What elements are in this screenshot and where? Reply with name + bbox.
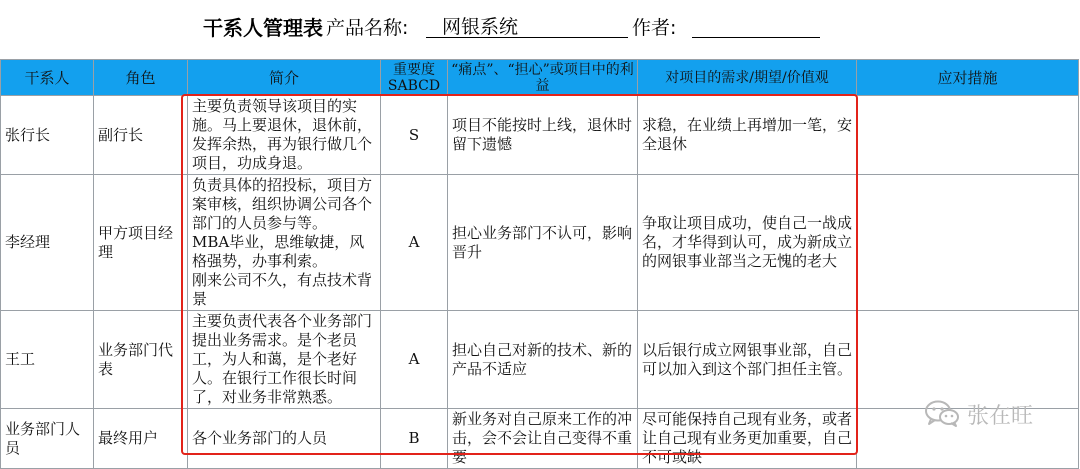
sheet-title: 干系人管理表 — [203, 16, 323, 40]
column-header-needs: 对项目的需求/期望/价值观 — [638, 60, 857, 96]
cell-stakeholder[interactable]: 李经理 — [1, 175, 94, 311]
cell-role[interactable]: 甲方项目经理 — [94, 175, 188, 311]
cell-intro[interactable]: 主要负责领导该项目的实施。马上要退休，退休前，发挥余热，再为银行做几个项目，功成身退。 — [188, 96, 381, 175]
cell-response[interactable] — [857, 311, 1079, 409]
cell-importance[interactable]: S — [381, 96, 448, 175]
cell-role[interactable]: 副行长 — [94, 96, 188, 175]
cell-intro[interactable]: 各个业务部门的人员 — [188, 409, 381, 469]
product-name-value: 网银系统 — [426, 12, 628, 38]
cell-needs[interactable]: 以后银行成立网银事业部，自己可以加入到这个部门担任主管。 — [638, 311, 857, 409]
author-value — [692, 12, 820, 38]
cell-role[interactable]: 业务部门代表 — [94, 311, 188, 409]
column-header-role: 角色 — [94, 60, 188, 96]
cell-stakeholder[interactable]: 张行长 — [1, 96, 94, 175]
cell-intro[interactable]: 主要负责代表各个业务部门提出业务需求。是个老员工，为人和蔼，是个老好人。在银行工作很长时间了，对业务非常熟悉。 — [188, 311, 381, 409]
cell-importance[interactable]: A — [381, 175, 448, 311]
table-row — [1, 311, 1079, 409]
cell-stakeholder[interactable]: 业务部门人员 — [1, 409, 94, 469]
cell-needs[interactable]: 尽可能保持自己现有业务，或者让自己现有业务更加重要，自己不可或缺 — [638, 409, 857, 469]
column-header-stakeholder: 干系人 — [1, 60, 94, 96]
column-header-importance: 重要度 SABCD — [381, 60, 448, 96]
watermark-text: 张在旺 — [967, 403, 1034, 429]
cell-pain-points[interactable]: 项目不能按时上线，退休时留下遗憾 — [448, 96, 638, 175]
watermark — [925, 398, 1033, 430]
column-header-response: 应对措施 — [857, 60, 1079, 96]
sheet-title-row — [0, 6, 1080, 44]
cell-importance[interactable]: B — [381, 409, 448, 469]
cell-importance[interactable]: A — [381, 311, 448, 409]
table-header-row — [1, 60, 1079, 96]
author-label: 作者: — [632, 17, 677, 39]
cell-pain-points[interactable]: 担心业务部门不认可，影响晋升 — [448, 175, 638, 311]
cell-needs[interactable]: 争取让项目成功，使自己一战成名，才华得到认可，成为新成立的网银事业部当之无愧的老大 — [638, 175, 857, 311]
cell-pain-points[interactable]: 担心自己对新的技术、新的产品不适应 — [448, 311, 638, 409]
stakeholder-table — [0, 59, 1079, 469]
cell-pain-points[interactable]: 新业务对自己原来工作的冲击，会不会让自己变得不重要 — [448, 409, 638, 469]
table-row — [1, 96, 1079, 175]
cell-response[interactable] — [857, 175, 1079, 311]
column-header-intro: 简介 — [188, 60, 381, 96]
product-name-label: 产品名称: — [326, 17, 409, 39]
table-row — [1, 409, 1079, 469]
cell-intro[interactable]: 负责具体的招投标，项目方案审核，组织协调公司各个部门的人员参与等。 MBA毕业，思维敏捷，风格强势，办事利索。 刚来公司不久，有点技术背景 — [188, 175, 381, 311]
cell-stakeholder[interactable]: 王工 — [1, 311, 94, 409]
cell-response[interactable] — [857, 96, 1079, 175]
wechat-icon — [925, 400, 959, 428]
table-row — [1, 175, 1079, 311]
cell-role[interactable]: 最终用户 — [94, 409, 188, 469]
cell-needs[interactable]: 求稳，在业绩上再增加一笔，安全退休 — [638, 96, 857, 175]
column-header-pain-points: “痛点”、“担心”或项目中的利益 — [448, 60, 638, 96]
